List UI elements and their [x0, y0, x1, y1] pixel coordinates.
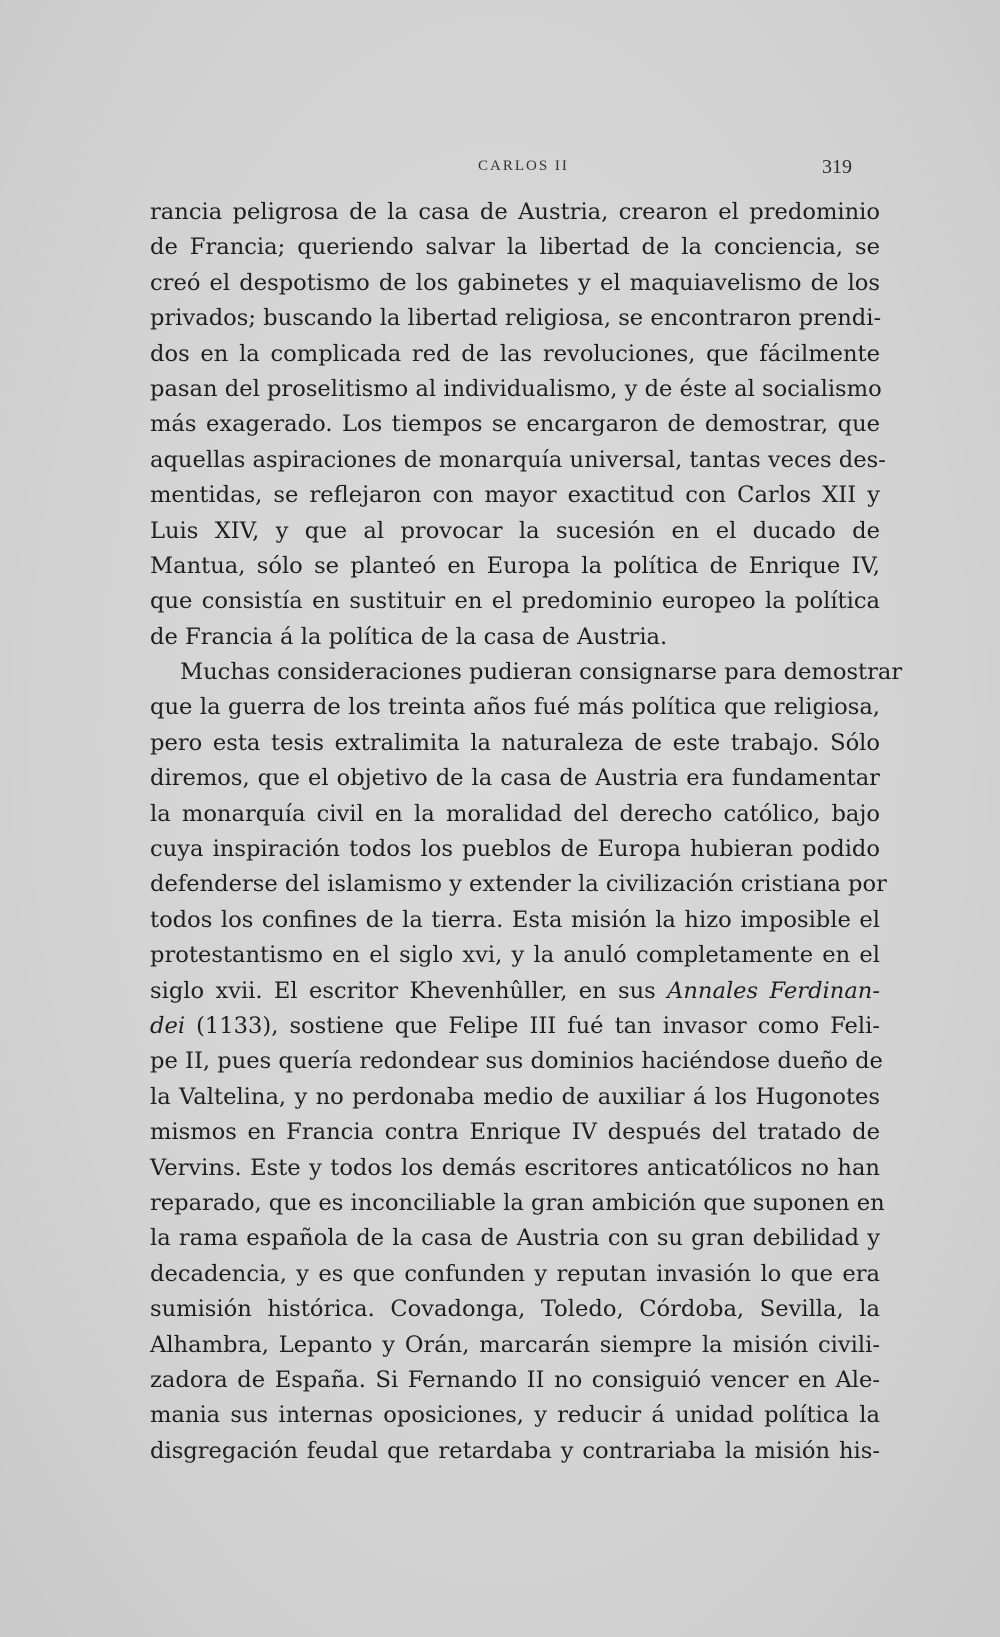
text-line: Vervins. Este y todos los demás escritores anticatólicos no han [150, 1154, 880, 1181]
text-line: cuya inspiración todos los pueblos de Europa hubieran podido [150, 836, 880, 863]
text-line: que la guerra de los treinta años fué más política que religiosa, [150, 694, 880, 721]
text-line: la Valtelina, y no perdonaba medio de auxiliar á los Hugonotes [150, 1083, 880, 1110]
text-fragment: (1133), sostiene que Felipe III fué tan invasor como Feli- [185, 1012, 880, 1039]
text-line: más exagerado. Los tiempos se encargaron de demostrar, que [150, 411, 880, 438]
paragraph-end-line: de Francia á la política de la casa de Austria. [150, 623, 668, 650]
text-line: privados; buscando la libertad religiosa, se encontraron prendi- [150, 305, 882, 332]
text-line: zadora de España. Si Fernando II no consiguió vencer en Ale- [150, 1366, 880, 1393]
paragraph-start-line: Muchas consideraciones pudieran consignarse para demostrar [180, 659, 903, 686]
text-line: la monarquía civil en la moralidad del derecho católico, bajo [150, 800, 880, 827]
text-line: pe II, pues quería redondear sus dominios haciéndose dueño de [150, 1048, 883, 1075]
text-line: aquellas aspiraciones de monarquía universal, tantas veces des- [150, 446, 886, 473]
text-line: de Francia; queriendo salvar la libertad de la conciencia, se [150, 234, 880, 261]
text-line: creó el despotismo de los gabinetes y el maquiavelismo de los [150, 269, 880, 296]
text-line: protestantismo en el siglo xvi, y la anuló completamente en el [150, 942, 880, 969]
text-line: que consistía en sustituir en el predominio europeo la política [150, 588, 880, 615]
text-line: sumisión histórica. Covadonga, Toledo, Córdoba, Sevilla, la [150, 1296, 880, 1323]
text-line: todos los confines de la tierra. Esta misión la hizo imposible el [150, 906, 880, 933]
text-line: rancia peligrosa de la casa de Austria, crearon el predominio [150, 199, 880, 225]
text-line: pero esta tesis extralimita la naturaleza de este trabajo. Sólo [150, 729, 880, 756]
text-line: mentidas, se reflejaron con mayor exactitud con Carlos XII y [150, 482, 880, 509]
running-head [0, 158, 1000, 184]
italic-title: Annales Ferdinan- [667, 977, 880, 1004]
running-title: CARLOS II [478, 158, 569, 174]
text-line: reparado, que es inconciliable la gran ambición que suponen en [150, 1189, 885, 1216]
text-line-with-italic [150, 1009, 880, 1044]
page-number: 319 [822, 156, 852, 178]
text-fragment: siglo xvii. El escritor Khevenhûller, en sus [150, 977, 668, 1004]
text-line: defenderse del islamismo y extender la civilización cristiana por [150, 871, 887, 898]
text-line: disgregación feudal que retardaba y contrariaba la misión his- [150, 1437, 880, 1464]
text-line: Luis XIV, y que al provocar la sucesión en el ducado de [150, 517, 880, 544]
text-line: diremos, que el objetivo de la casa de Austria era fundamentar [150, 765, 880, 792]
text-line: mania sus internas oposiciones, y reducir á unidad política la [150, 1402, 880, 1429]
text-line: mismos en Francia contra Enrique IV después del tratado de [150, 1119, 880, 1146]
text-line: la rama española de la casa de Austria con su gran debilidad y [150, 1225, 880, 1252]
text-line: Alhambra, Lepanto y Orán, marcarán siempre la misión civili- [150, 1331, 880, 1358]
italic-title: dei [150, 1012, 186, 1039]
body-text [150, 195, 903, 1469]
text-line: pasan del proselitismo al individualismo, y de éste al socialismo [150, 375, 882, 402]
text-line: dos en la complicada red de las revoluciones, que fácilmente [150, 340, 880, 367]
text-line: Mantua, sólo se planteó en Europa la política de Enrique IV, [150, 552, 880, 579]
text-line-with-italic [150, 974, 880, 1009]
text-line: decadencia, y es que confunden y reputan invasión lo que era [150, 1260, 880, 1287]
